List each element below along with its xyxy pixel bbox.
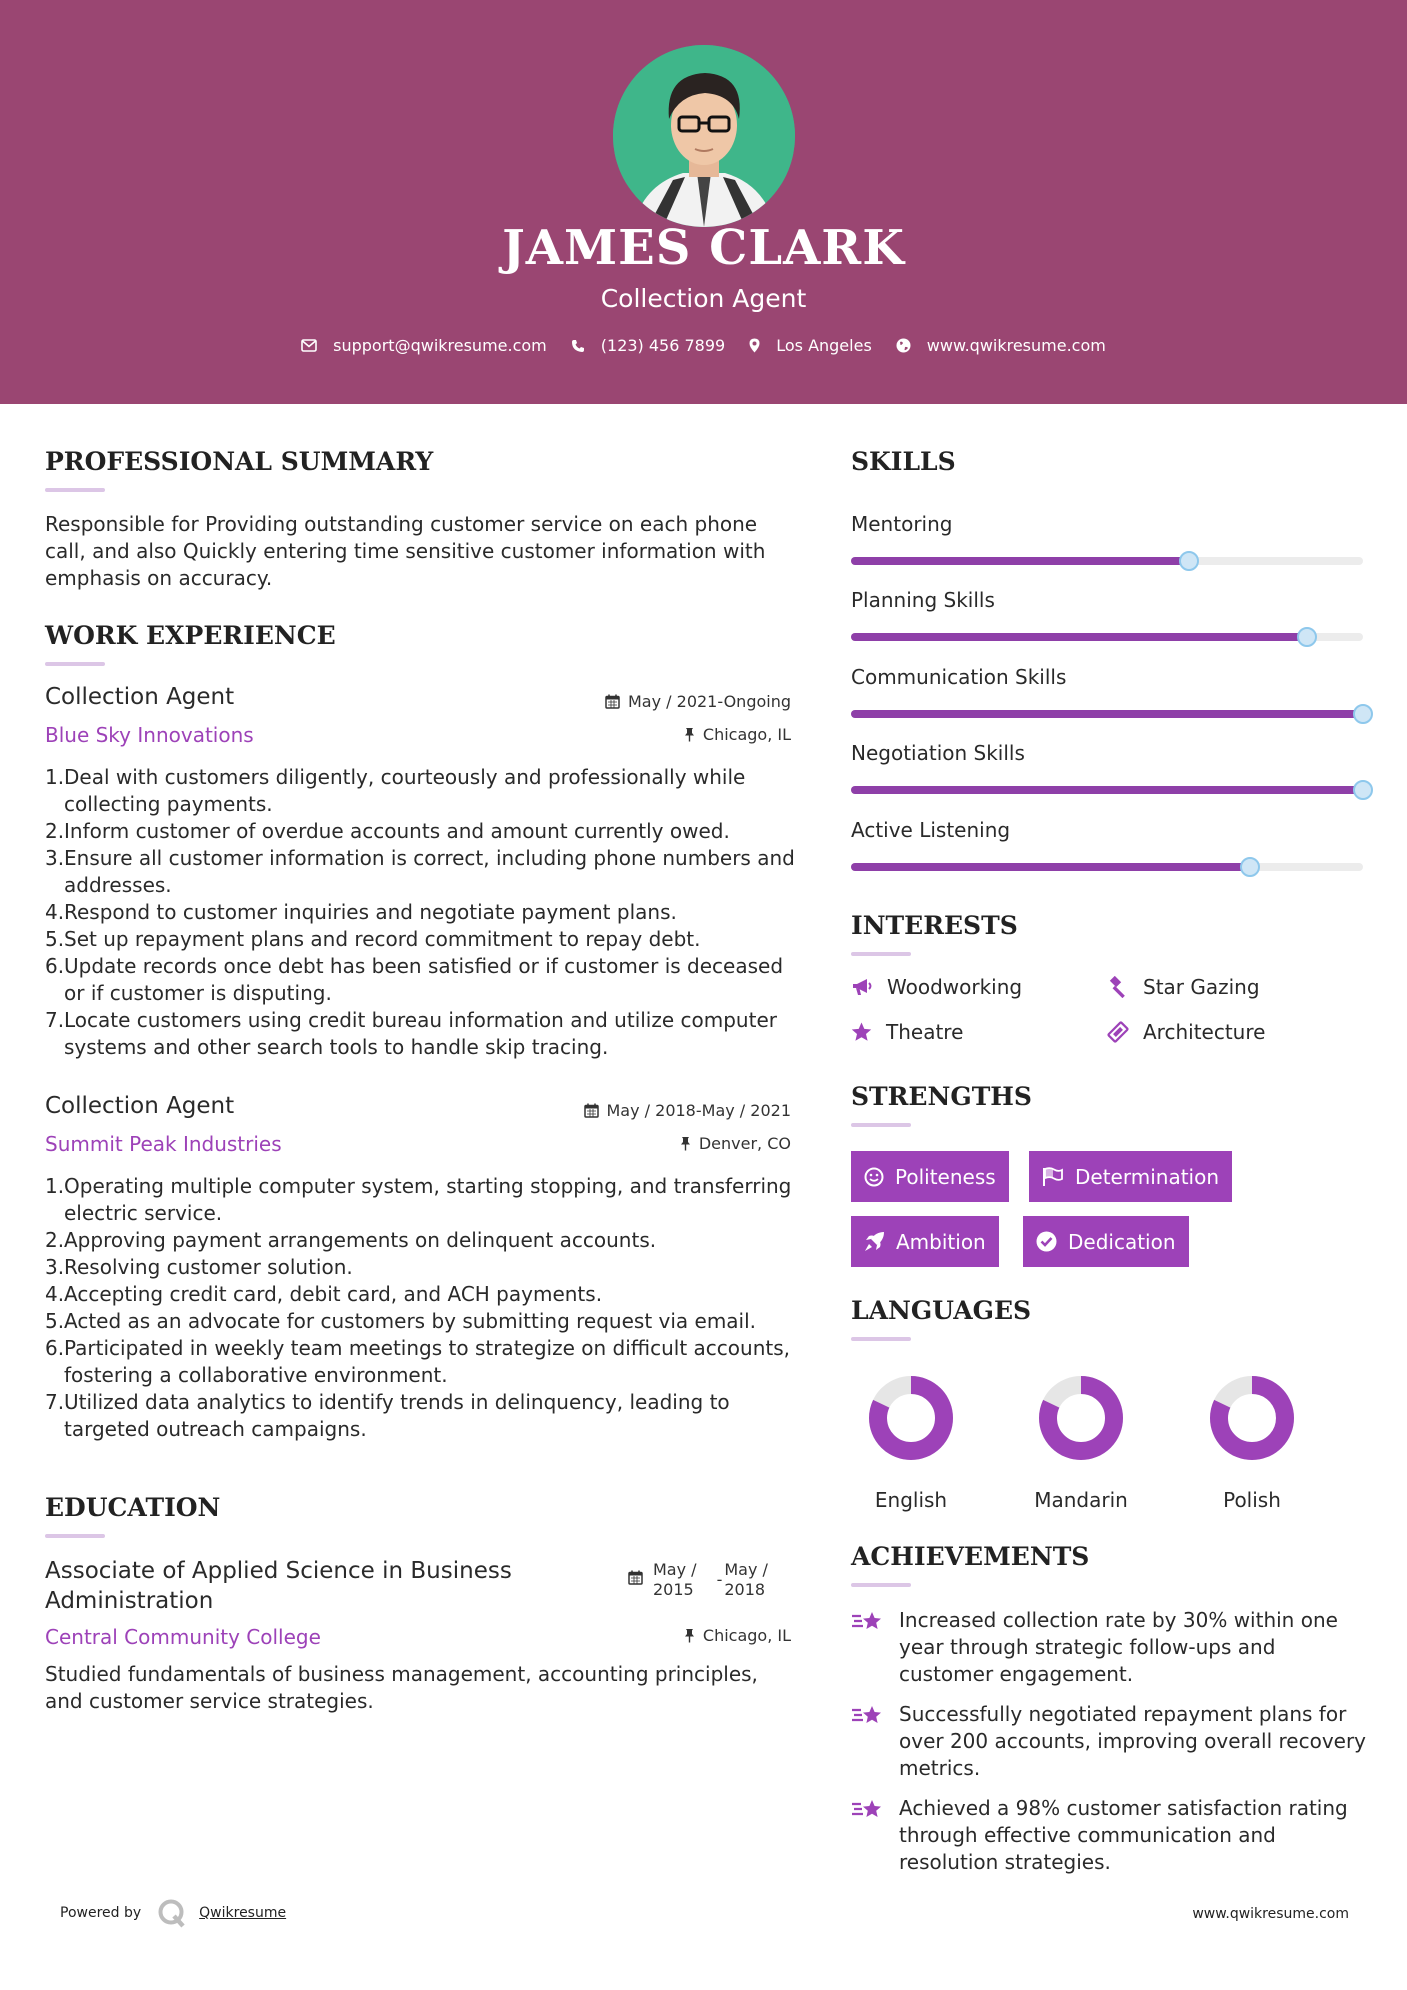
skill-communication-bar <box>851 710 1363 718</box>
pushpin-icon <box>684 727 695 742</box>
skill-mentoring-label: Mentoring <box>851 512 953 536</box>
achievement-text: Increased collection rate by 30% within one year through strategic follow-ups and customer engagement. <box>899 1608 1338 1686</box>
skill-negotiation-bar <box>851 786 1363 794</box>
education-location-text: Chicago, IL <box>702 1626 791 1645</box>
job-2-company: Summit Peak Industries <box>45 1132 282 1156</box>
list-item: 4. Respond to customer inquiries and negotiate payment plans. <box>45 900 677 924</box>
location-text: Los Angeles <box>776 336 872 355</box>
list-item: 5. Acted as an advocate for customers by submitting request via email. <box>45 1309 757 1333</box>
strength-label: Politeness <box>895 1164 996 1189</box>
degree-line-1: Associate of Applied Science in Business <box>45 1558 512 1584</box>
shooting-star-icon <box>851 1797 885 1823</box>
job-1-dates-text: May / 2021-Ongoing <box>628 692 791 711</box>
candidate-title: Collection Agent <box>600 284 807 313</box>
skills-heading: SKILLS <box>851 447 956 476</box>
list-item: 1. Operating multiple computer system, starting stopping, and transferring electric service. <box>45 1174 792 1225</box>
footer-website[interactable]: www.qwikresume.com <box>1192 1906 1349 1922</box>
contact-website[interactable] <box>896 336 1106 355</box>
education-heading: EDUCATION <box>45 1493 221 1522</box>
candidate-name: JAMES CLARK <box>502 220 905 276</box>
job-1-location-text: Chicago, IL <box>702 725 791 744</box>
skill-fill <box>851 863 1250 871</box>
star-icon <box>851 1022 872 1042</box>
interest-label: Woodworking <box>887 975 1023 999</box>
education-divider <box>45 1534 105 1538</box>
website-text: www.qwikresume.com <box>926 336 1106 355</box>
skill-fill <box>851 786 1363 794</box>
languages-heading: LANGUAGES <box>851 1296 1032 1325</box>
language-ring <box>1208 1374 1296 1462</box>
strength-dedication <box>1023 1216 1189 1267</box>
contact-location <box>749 336 872 355</box>
job-1-role: Collection Agent <box>45 684 235 710</box>
strength-label: Ambition <box>896 1229 986 1254</box>
achievement-text: Successfully negotiated repayment plans for over 200 accounts, improving overall recovery metrics. <box>899 1702 1367 1780</box>
job-1-dates <box>560 692 791 711</box>
job-2-location <box>560 1134 791 1153</box>
education-description: Studied fundamentals of business management, accounting principles, and customer service strategies. <box>45 1662 758 1713</box>
language-ring <box>867 1374 955 1462</box>
calendar-icon <box>605 694 620 709</box>
languages-divider <box>851 1337 911 1341</box>
strength-politeness <box>851 1151 1009 1202</box>
education-school: Central Community College <box>45 1625 321 1649</box>
experience-divider <box>45 662 105 666</box>
interest-label: Architecture <box>1143 1020 1266 1044</box>
header-banner <box>0 0 1407 404</box>
calendar-icon <box>628 1570 643 1585</box>
ticket-icon <box>1107 1021 1129 1043</box>
achievement-item-2 <box>851 1701 1371 1782</box>
check-circle-icon <box>1036 1231 1057 1252</box>
education-location <box>560 1626 791 1645</box>
list-item: 4. Accepting credit card, debit card, and ACH payments. <box>45 1282 603 1306</box>
skill-knob <box>1240 857 1260 877</box>
phone-icon <box>571 339 585 353</box>
language-label: Mandarin <box>1034 1488 1128 1512</box>
degree-line-2: Administration <box>45 1588 214 1614</box>
strengths-divider <box>851 1123 911 1127</box>
achievements-heading: ACHIEVEMENTS <box>851 1542 1090 1571</box>
interests-heading: INTERESTS <box>851 911 1018 940</box>
language-ring <box>1037 1374 1125 1462</box>
job-2-dates <box>540 1101 791 1120</box>
rocket-icon <box>864 1231 885 1252</box>
strength-label: Determination <box>1075 1164 1220 1189</box>
calendar-icon <box>584 1103 599 1118</box>
education-end: May / 2018 <box>724 1560 768 1599</box>
achievement-item-3 <box>851 1795 1371 1876</box>
interest-architecture <box>1107 1020 1265 1044</box>
interest-label: Theatre <box>886 1020 964 1044</box>
skill-knob <box>1179 551 1199 571</box>
achievement-item-1 <box>851 1607 1371 1688</box>
language-label: English <box>874 1488 948 1512</box>
smile-icon <box>864 1167 884 1187</box>
powered-by-text: Powered by <box>60 1905 142 1921</box>
list-item: 2. Approving payment arrangements on delinquent accounts. <box>45 1228 657 1252</box>
list-item: 2. Inform customer of overdue accounts and amount currently owed. <box>45 819 730 843</box>
skill-fill <box>851 710 1363 718</box>
list-item: 7. Utilized data analytics to identify trends in delinquency, leading to targeted outreach campaigns. <box>45 1390 730 1441</box>
skill-knob <box>1353 780 1373 800</box>
map-pin-icon <box>749 338 760 353</box>
summary-divider <box>45 488 105 492</box>
skill-listening-label: Active Listening <box>851 818 1011 842</box>
gavel-icon <box>1107 976 1129 998</box>
job-1-duties <box>45 764 795 1061</box>
job-1-location <box>560 725 791 744</box>
skill-communication-label: Communication Skills <box>851 665 1067 689</box>
interest-theatre <box>851 1020 963 1044</box>
skill-negotiation-label: Negotiation Skills <box>851 741 1025 765</box>
summary-text: Responsible for Providing outstanding customer service on each phone call, and also Quickly entering time sensitive customer information with emphasis on accuracy. <box>45 512 766 590</box>
skill-fill <box>851 633 1307 641</box>
footer-powered-by <box>60 1898 286 1928</box>
job-2-location-text: Denver, CO <box>698 1134 791 1153</box>
skill-mentoring-bar <box>851 557 1363 565</box>
strength-ambition <box>851 1216 999 1267</box>
education-start: May / 2015 <box>653 1560 697 1599</box>
date-separator: - <box>716 1570 723 1589</box>
education-degree <box>45 1556 605 1616</box>
strengths-heading: STRENGTHS <box>851 1082 1032 1111</box>
email-text: support@qwikresume.com <box>333 336 547 355</box>
skill-listening-bar <box>851 863 1363 871</box>
interests-divider <box>851 952 911 956</box>
qwikresume-link[interactable]: Qwikresume <box>199 1905 287 1921</box>
job-2-role: Collection Agent <box>45 1093 235 1119</box>
pushpin-icon <box>680 1136 691 1151</box>
phone-text: (123) 456 7899 <box>600 336 726 355</box>
shooting-star-icon <box>851 1609 885 1635</box>
experience-heading: WORK EXPERIENCE <box>45 621 336 650</box>
list-item: 1. Deal with customers diligently, courteously and professionally while collecting payments. <box>45 765 746 816</box>
language-mandarin <box>1016 1374 1146 1512</box>
interest-label: Star Gazing <box>1143 975 1260 999</box>
skill-fill <box>851 557 1189 565</box>
skill-planning-bar <box>851 633 1363 641</box>
achievements-divider <box>851 1583 911 1587</box>
contact-email[interactable] <box>301 336 547 355</box>
envelope-icon <box>301 339 317 352</box>
list-item: 6. Participated in weekly team meetings to strategize on difficult accounts, fostering a collaborative environment. <box>45 1336 790 1387</box>
interest-star-gazing <box>1107 975 1260 999</box>
list-item: 3. Ensure all customer information is correct, including phone numbers and addresses. <box>45 846 795 897</box>
job-1-company: Blue Sky Innovations <box>45 723 254 747</box>
list-item: 7. Locate customers using credit bureau information and utilize computer systems and other search tools to handle skip tracing. <box>45 1008 777 1059</box>
skill-knob <box>1353 704 1373 724</box>
skill-knob <box>1297 627 1317 647</box>
language-polish <box>1187 1374 1317 1512</box>
profile-photo <box>613 45 795 227</box>
strength-label: Dedication <box>1068 1229 1176 1254</box>
globe-icon <box>896 338 911 353</box>
contact-bar <box>0 336 1407 355</box>
list-item: 5. Set up repayment plans and record commitment to repay debt. <box>45 927 701 951</box>
summary-heading: PROFESSIONAL SUMMARY <box>45 447 434 476</box>
skill-planning-label: Planning Skills <box>851 588 995 612</box>
job-2-duties <box>45 1173 795 1443</box>
interest-woodworking <box>851 975 1022 999</box>
list-item: 6. Update records once debt has been satisfied or if customer is deceased or if customer is disputing. <box>45 954 784 1005</box>
list-item: 3. Resolving customer solution. <box>45 1255 353 1279</box>
language-english <box>846 1374 976 1512</box>
flag-icon <box>1042 1167 1064 1187</box>
job-2-dates-text: May / 2018-May / 2021 <box>606 1101 791 1120</box>
education-dates <box>628 1560 768 1600</box>
language-label: Polish <box>1223 1488 1281 1512</box>
pushpin-icon <box>684 1628 695 1643</box>
strength-determination <box>1029 1151 1232 1202</box>
contact-phone[interactable] <box>571 336 725 355</box>
shooting-star-icon <box>851 1703 885 1729</box>
qwikresume-logo-icon <box>157 1898 187 1928</box>
achievement-text: Achieved a 98% customer satisfaction rating through effective communication and resolution strategies. <box>899 1796 1348 1874</box>
megaphone-icon <box>851 977 873 997</box>
